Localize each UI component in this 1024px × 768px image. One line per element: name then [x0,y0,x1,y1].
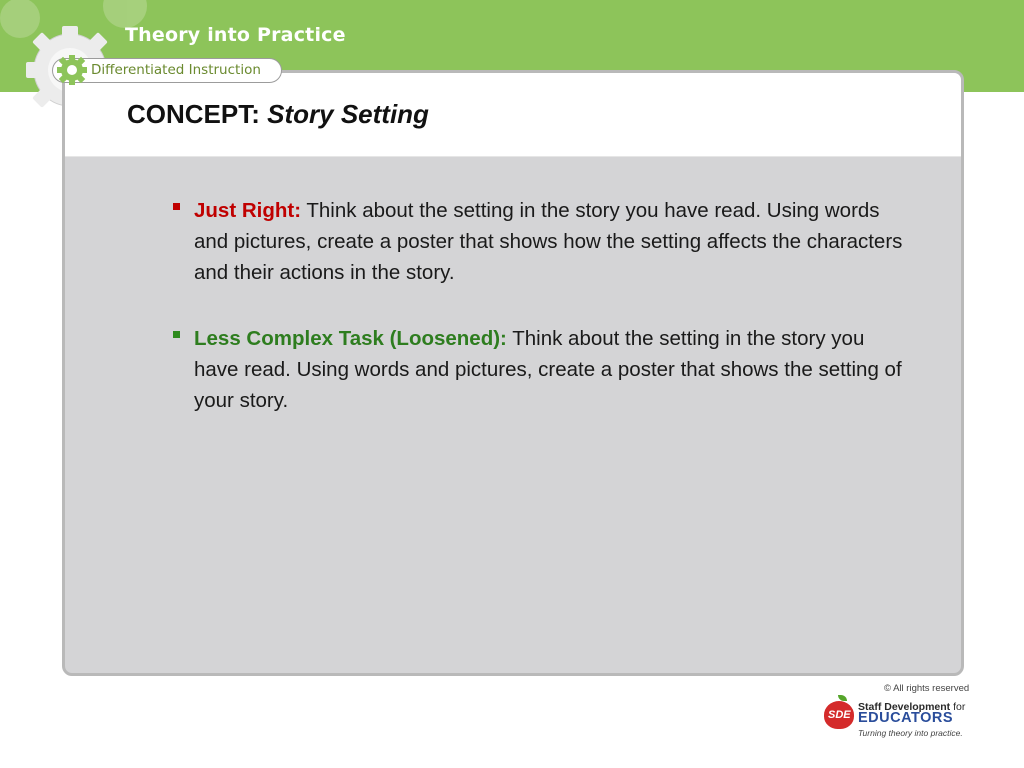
logo-tagline: Turning theory into practice. [858,728,963,738]
logo-line1-text: Staff Development [858,701,951,713]
task-label: Less Complex Task (Loosened): [194,327,507,350]
concept-prefix: CONCEPT: [127,99,260,129]
task-description: Think about the setting in the story you have read. Using words and pictures, create a poster that shows the setting of your story. [194,327,902,412]
task-text [194,195,910,288]
concept-topic: Story Setting [267,99,429,129]
task-list [170,195,910,451]
square-bullet-icon [173,203,180,210]
list-item [170,323,910,416]
card-header [65,73,961,157]
gear-icon [55,53,89,87]
differentiated-instruction-tag [52,58,282,83]
task-label: Just Right: [194,199,302,222]
logo-line1-suffix: for [953,701,966,713]
square-bullet-icon [173,331,180,338]
tag-label: Differentiated Instruction [91,62,261,78]
list-item [170,195,910,288]
series-title: Theory into Practice [125,24,346,46]
task-text [194,323,910,416]
sde-logo [824,695,974,745]
copyright-notice: © All rights reserved [884,683,970,694]
task-description: Think about the setting in the story you have read. Using words and pictures, create a poster that shows how the setting affects the characters and their actions in the story. [194,199,903,284]
apple-icon [824,701,854,729]
logo-line2: EDUCATORS [858,710,953,726]
page-title [127,99,429,130]
logo-badge-text: SDE [828,709,851,721]
